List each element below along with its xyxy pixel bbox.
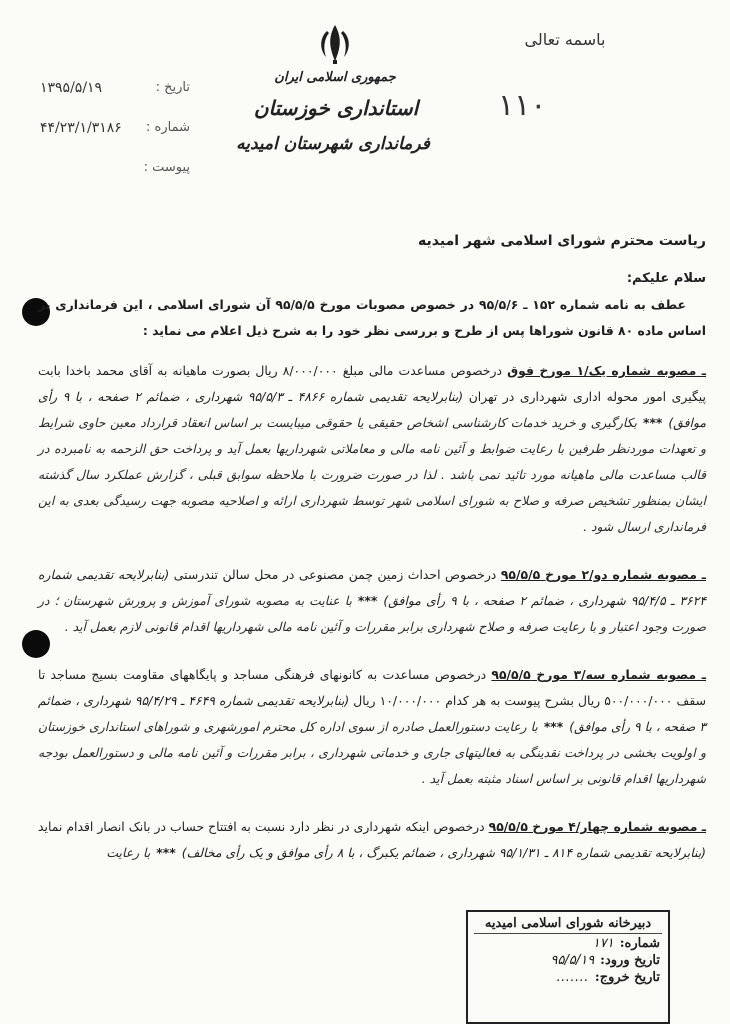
resolution-ref: (بنابرلایحه تقدیمی شماره ۳۶۲۴ ـ ۹۵/۴/۵ شهرداری ، ضمائم ۲ صفحه ، با ۹ رأی موافق) <box>38 567 707 608</box>
stars-mark: *** <box>156 845 176 860</box>
resolution-heading: ـ مصوبه شماره دو/۲ مورخ ۹۵/۵/۵ <box>500 567 707 582</box>
number-row <box>40 120 190 136</box>
stamp-exit-value: ....... <box>556 970 589 985</box>
attachment-row <box>40 160 190 175</box>
resolution-text: درخصوص احداث زمین چمن مصنوعی در محل سالن تندرستی <box>169 567 501 582</box>
stamp-title: دبیرخانه شورای اسلامی امیدیه <box>474 916 662 934</box>
resolution-text: درخصوص اینکه شهرداری در نظر دارد نسبت به افتتاح حساب در بانک انصار اقدام نماید <box>38 819 489 834</box>
stamp-number-label: شماره: <box>619 936 660 951</box>
resolution-item <box>38 358 706 540</box>
governor-remark: بکارگیری و خرید خدمات کارشناسی اشخاص حقیقی یا حقوقی میبایست بر اساس انعقاد قرارداد معین حاوی شرایط و تعهدات موردنظر طرفین با رعایت ضوابط و آئین نامه مالی و معاملاتی شهرداریها بعمل آید و پرداخت حق الزحمه به نامبرده در قالب مساعدت مالی ماهیانه مورد تائید نمی باشد . لذا در صورت ضرورت با ملاحظه سوابق قبلی ، گزارش عملکرد سال گذشته ایشان بمنظور تشخیص صرفه و صلاح به شورای اسلامی شهر توسط شهرداری ارائه و اصلاحیه مصوبه جهت رسیدگی بعدی به این فرمانداری ارسال شود . <box>38 415 706 534</box>
date-label: تاریخ : <box>155 80 190 95</box>
stamp-exit-label: تاریخ خروج: <box>594 970 660 985</box>
stamp-entry-label: تاریخ ورود: <box>600 953 660 968</box>
resolution-text: درخصوص مساعدت مالی مبلغ ۸/۰۰۰/۰۰۰ ریال بصورت ماهیانه به آقای محمد باخدا بابت پیگیری امور محوله اداری شهرداری در تهران <box>38 363 706 404</box>
attachment-label: پیوست : <box>143 160 190 175</box>
stars-mark: *** <box>543 719 564 734</box>
date-value: ۱۳۹۵/۵/۱۹ <box>40 80 103 96</box>
intro-paragraph: عطف به نامه شماره ۱۵۲ ـ ۹۵/۵/۶ در خصوص مصوبات مورخ ۹۵/۵/۵ آن شورای اسلامی ، این فرمانداری بر اساس ماده ۸۰ قانون شوراها پس از طرح و بررسی نظر خود را به شرح ذیل اعلام می نماید : <box>38 297 706 338</box>
iran-emblem-icon <box>314 22 356 66</box>
stars-mark: *** <box>357 593 378 608</box>
resolution-ref: (بنابرلایحه تقدیمی شماره ۸۱۴ ـ ۹۵/۱/۳۱ شهرداری ، ضمائم یکبرگ ، با ۸ رأی موافق و یک رأی مخالف) <box>181 845 706 860</box>
stamp-number-row <box>468 934 668 951</box>
resolution-ref: (بنابرلایحه تقدیمی شماره ۴۶۴۹ ـ ۹۵/۴/۲۹ شهرداری ، ضمائم ۳ صفحه ، با ۹ رأی موافق) <box>38 693 706 734</box>
resolution-item <box>38 814 706 866</box>
stamp-exit-row <box>468 968 668 985</box>
recipient: ریاست محترم شورای اسلامی شهر امیدیه <box>418 233 706 249</box>
stamp-entry-row <box>468 951 668 968</box>
resolution-heading: ـ مصوبه شماره سه/۳ مورخ ۹۵/۵/۵ <box>491 667 706 682</box>
stamp-number-value: ۱۷۱ <box>592 936 614 951</box>
governor-remark: با عنایت به مصوبه شورای آموزش و پرورش شهرستان ؛ در صورت وجود اعتبار و با رعایت صرفه و صلاح شهرداری برابر مقررات و آئین نامه مالی شهرداریها اقدام قانونی لازم بعمل آید . <box>38 593 706 634</box>
stars-mark: *** <box>642 415 663 430</box>
resolution-ref: (بنابرلایحه تقدیمی شماره ۴۸۶۶ ـ ۹۵/۵/۳ شهرداری ، ضمائم ۲ صفحه ، با ۹ رأی موافق) <box>38 389 706 430</box>
salutation: سلام علیکم: <box>626 271 706 286</box>
resolution-item <box>38 562 706 640</box>
date-row <box>40 80 190 96</box>
top-note: باسمه تعالی <box>524 30 606 49</box>
resolution-heading: ـ مصوبه شماره یک/۱ مورخ فوق <box>507 363 706 378</box>
secretariat-stamp <box>466 910 670 1024</box>
resolution-heading: ـ مصوبه شماره چهار/۴ مورخ ۹۵/۵/۵ <box>488 819 707 834</box>
header-line-3: فرمانداری شهرستان امیدیه <box>236 134 430 154</box>
governor-remark: با رعایت <box>106 845 151 860</box>
resolution-text: درخصوص مساعدت به کانونهای فرهنگی مساجد و پایگاههای مقاومت بسیج مساجد تا سقف ۵۰۰/۰۰۰/۰۰۰ ریال بشرح پیوست به هر کدام ۱۰/۰۰۰/۰۰۰ ریال <box>38 667 706 708</box>
header-line-2: استانداری خوزستان <box>253 96 419 120</box>
governor-remark: با رعایت دستورالعمل صادره از سوی اداره کل محترم امورشهری و شوراهای استانداری خوزستان و اولویت بخشی در پرداخت نقدینگی به فعالیتهای جاری و خدماتی شهرداری ، برابر مقررات و آئین نامه مالی و دستورالعمل بودجه شهرداریها اقدام قانونی بر اساس اسناد مثبته بعمل آید . <box>38 719 706 786</box>
number-value: ۴۴/۲۳/۱/۳۱۸۶ <box>40 120 122 136</box>
letter-body <box>38 228 706 888</box>
stamp-entry-value: ۹۵/۵/۱۹ <box>550 953 595 968</box>
handwritten-number: ۱۱۰ <box>498 88 547 123</box>
resolution-item <box>38 662 706 792</box>
number-label: شماره : <box>146 120 190 135</box>
header-line-1: جمهوری اسلامی ایران <box>274 70 396 85</box>
